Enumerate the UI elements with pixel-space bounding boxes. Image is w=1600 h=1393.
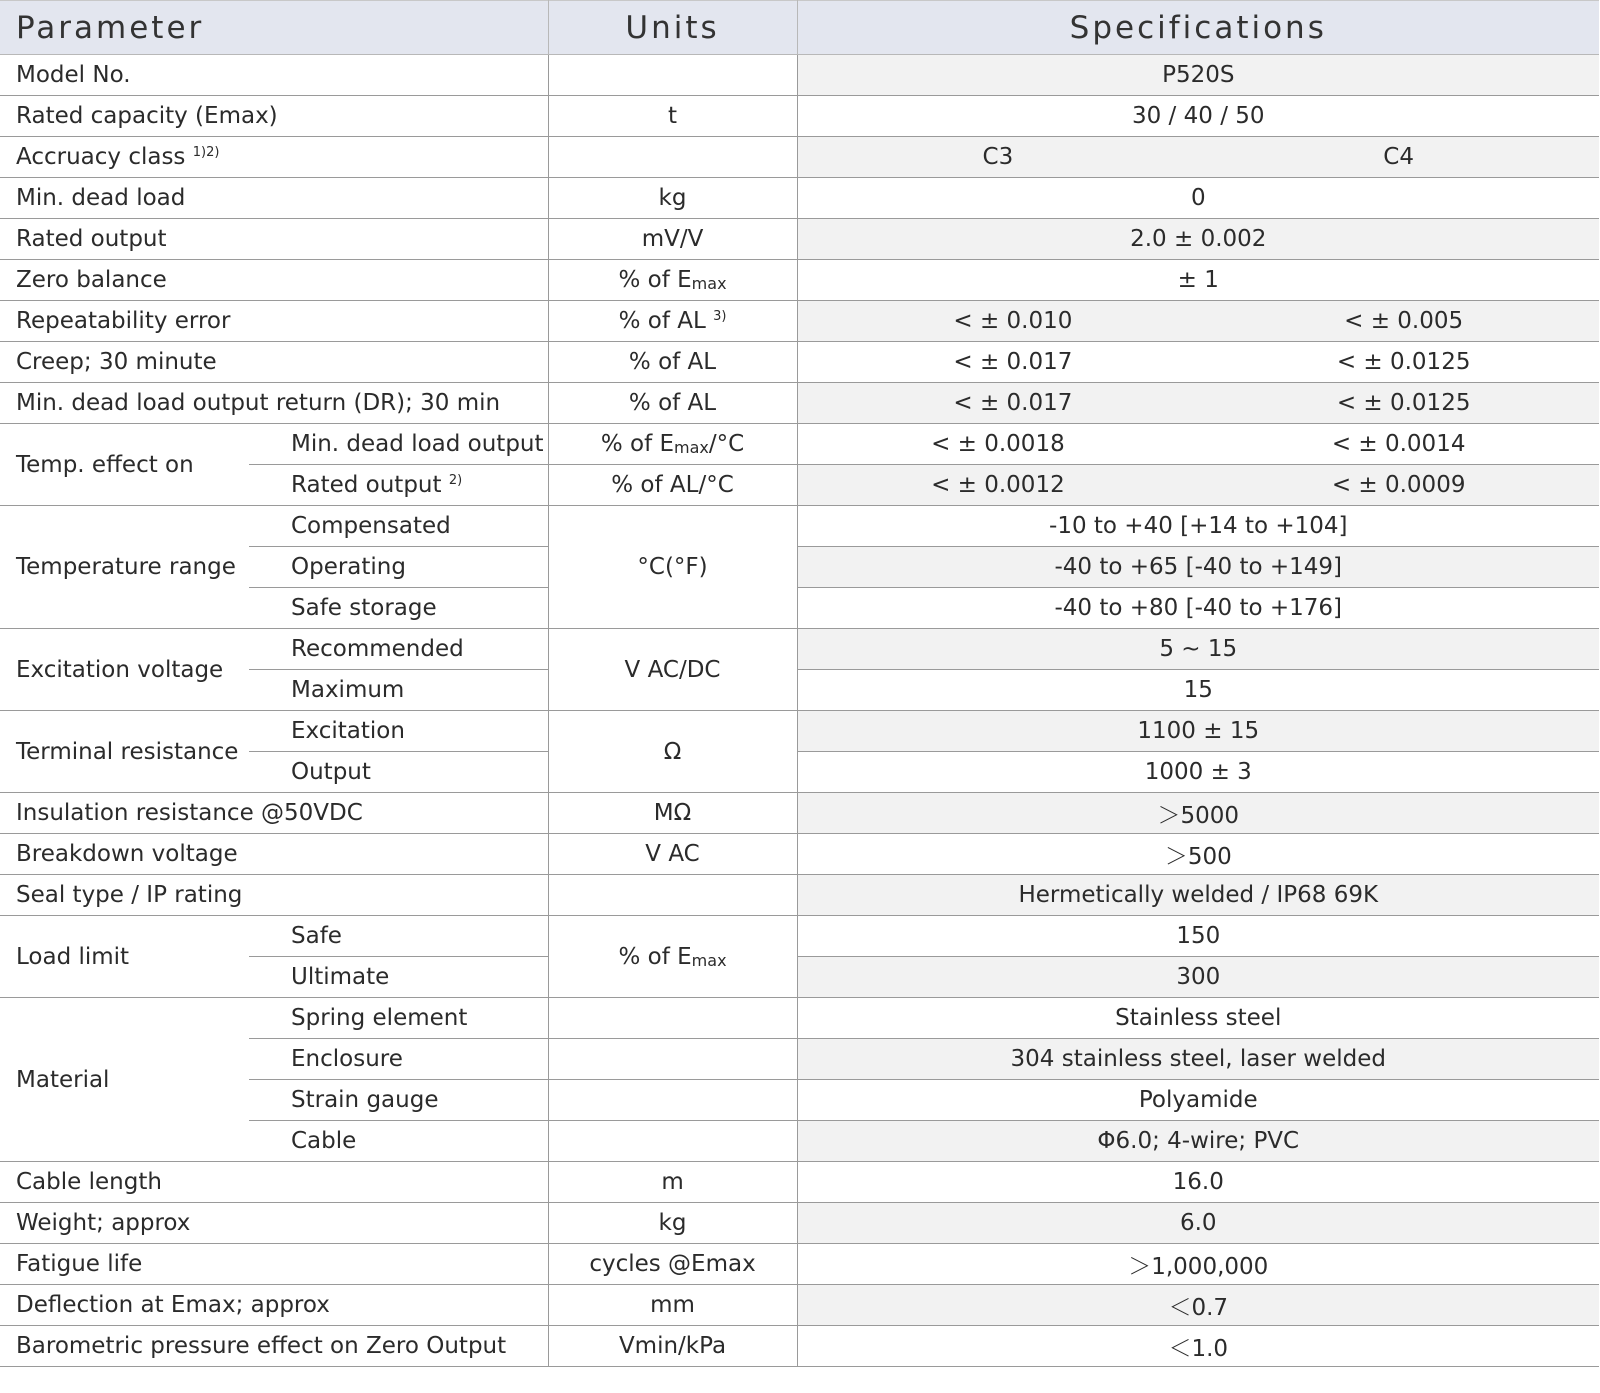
unit-cell: m (548, 1162, 797, 1203)
spec-cell (797, 383, 1599, 424)
table-row (0, 711, 1599, 752)
table-row (0, 55, 1599, 96)
table-row (0, 1244, 1599, 1285)
table-row (0, 219, 1599, 260)
spec-cell: 300 (797, 957, 1599, 998)
group-label: Temperature range (0, 506, 249, 629)
unit-cell (548, 424, 797, 465)
spec-cell: -40 to +65 [-40 to +149] (797, 547, 1599, 588)
spec-c3: < ± 0.017 (953, 349, 1073, 375)
spec-cell (797, 137, 1599, 178)
subparam-cell: Ultimate (249, 957, 548, 998)
spec-c4: < ± 0.0009 (1331, 472, 1466, 498)
spec-cell: -40 to +80 [-40 to +176] (797, 588, 1599, 629)
table-row (0, 342, 1599, 383)
unit-text: % of E (600, 431, 675, 457)
param-cell: Min. dead load output return (DR); 30 min (0, 383, 548, 424)
spec-c4: < ± 0.0014 (1331, 431, 1466, 457)
spec-cell: 304 stainless steel, laser welded (797, 1039, 1599, 1080)
table-row (0, 793, 1599, 834)
header-specifications: Specifications (797, 1, 1599, 55)
unit-cell: % of AL (548, 383, 797, 424)
param-cell: Creep; 30 minute (0, 342, 548, 383)
header-row (0, 1, 1599, 55)
table-row (0, 1326, 1599, 1367)
unit-cell: kg (548, 178, 797, 219)
unit-cell: % of AL (548, 342, 797, 383)
table-row (0, 260, 1599, 301)
unit-cell (548, 998, 797, 1039)
param-cell (0, 137, 548, 178)
unit-cell: MΩ (548, 793, 797, 834)
subparam-cell: Output (249, 752, 548, 793)
table-row (0, 916, 1599, 957)
table-row (0, 834, 1599, 875)
table-row (0, 506, 1599, 547)
subparam-cell: Enclosure (249, 1039, 548, 1080)
spec-c4: < ± 0.0125 (1336, 349, 1471, 375)
param-label: Accruacy class (16, 144, 186, 170)
unit-cell (548, 916, 797, 998)
unit-cell: kg (548, 1203, 797, 1244)
spec-cell: ＞5000 (797, 793, 1599, 834)
spec-cell: 150 (797, 916, 1599, 957)
spec-cell: -10 to +40 [+14 to +104] (797, 506, 1599, 547)
unit-cell (548, 137, 797, 178)
spec-cell: 1100 ± 15 (797, 711, 1599, 752)
spec-c3: < ± 0.0018 (931, 431, 1065, 457)
table-row (0, 383, 1599, 424)
spec-cell: ± 1 (797, 260, 1599, 301)
param-cell: Cable length (0, 1162, 548, 1203)
spec-cell: 5 ~ 15 (797, 629, 1599, 670)
table-row (0, 1162, 1599, 1203)
param-cell: Model No. (0, 55, 548, 96)
subparam-cell: Maximum (249, 670, 548, 711)
spec-cell: 0 (797, 178, 1599, 219)
spec-cell (797, 342, 1599, 383)
unit-text: % of E (618, 943, 692, 970)
unit-cell (548, 1039, 797, 1080)
unit-cell: °C(°F) (548, 506, 797, 629)
spec-cell: P520S (797, 55, 1599, 96)
param-cell: Insulation resistance @50VDC (0, 793, 548, 834)
subparam-cell: Min. dead load output (249, 424, 548, 465)
subparam-cell: Excitation (249, 711, 548, 752)
group-label: Material (0, 998, 249, 1162)
spec-c4: C4 (1383, 144, 1414, 170)
spec-cell: 6.0 (797, 1203, 1599, 1244)
spec-cell: ＞500 (797, 834, 1599, 875)
group-label: Load limit (0, 916, 249, 998)
table-row (0, 137, 1599, 178)
unit-cell: cycles @Emax (548, 1244, 797, 1285)
spec-cell: 2.0 ± 0.002 (797, 219, 1599, 260)
table-row (0, 629, 1599, 670)
param-cell: Zero balance (0, 260, 548, 301)
group-label: Temp. effect on (0, 424, 249, 506)
spec-c3: C3 (982, 144, 1014, 170)
table-row (0, 998, 1599, 1039)
param-cell: Weight; approx (0, 1203, 548, 1244)
param-cell: Rated output (0, 219, 548, 260)
spec-cell (797, 465, 1599, 506)
unit-subscript: max (691, 274, 727, 293)
unit-cell: Ω (548, 711, 797, 793)
spec-c4: < ± 0.005 (1344, 308, 1464, 334)
spec-cell: ＜1.0 (797, 1326, 1599, 1367)
unit-cell (548, 875, 797, 916)
group-label: Terminal resistance (0, 711, 249, 793)
subparam-cell: Recommended (249, 629, 548, 670)
unit-cell: mm (548, 1285, 797, 1326)
table-row (0, 875, 1599, 916)
header-parameter: Parameter (0, 1, 548, 55)
unit-cell (548, 1080, 797, 1121)
unit-cell: mV/V (548, 219, 797, 260)
spec-cell: Stainless steel (797, 998, 1599, 1039)
param-cell: Breakdown voltage (0, 834, 548, 875)
table-row (0, 301, 1599, 342)
unit-cell (548, 301, 797, 342)
unit-text: % of E (618, 267, 692, 293)
unit-cell (548, 1121, 797, 1162)
subparam-cell: Spring element (249, 998, 548, 1039)
subparam-cell: Operating (249, 547, 548, 588)
unit-cell: Vmin/kPa (548, 1326, 797, 1367)
spec-cell (797, 301, 1599, 342)
unit-text: % of AL (618, 308, 706, 334)
spec-cell: 16.0 (797, 1162, 1599, 1203)
spec-cell: 1000 ± 3 (797, 752, 1599, 793)
spec-cell: ＞1,000,000 (797, 1244, 1599, 1285)
subparam-cell (249, 465, 548, 506)
unit-subscript: max (691, 950, 727, 970)
spec-cell: Polyamide (797, 1080, 1599, 1121)
unit-cell: t (548, 96, 797, 137)
subparam-cell: Strain gauge (249, 1080, 548, 1121)
spec-cell: Hermetically welded / IP68 69K (797, 875, 1599, 916)
param-label: Rated output (291, 472, 442, 498)
subparam-cell: Safe (249, 916, 548, 957)
spec-c3: < ± 0.017 (953, 390, 1073, 416)
footnote-ref: 3) (713, 309, 727, 324)
unit-cell: V AC/DC (548, 629, 797, 711)
spec-cell: 15 (797, 670, 1599, 711)
table-row (0, 178, 1599, 219)
unit-cell (548, 55, 797, 96)
table-row (0, 96, 1599, 137)
unit-cell (548, 260, 797, 301)
spec-c4: < ± 0.0125 (1336, 390, 1471, 416)
group-label: Excitation voltage (0, 629, 249, 711)
table-row (0, 1203, 1599, 1244)
table-row (0, 424, 1599, 465)
spec-cell (797, 424, 1599, 465)
spec-c3: < ± 0.010 (953, 308, 1073, 334)
param-cell: Repeatability error (0, 301, 548, 342)
unit-cell: V AC (548, 834, 797, 875)
unit-suffix: /°C (708, 431, 745, 457)
param-cell: Barometric pressure effect on Zero Output (0, 1326, 548, 1367)
header-units: Units (548, 1, 797, 55)
footnote-ref: 1)2) (192, 145, 220, 160)
footnote-ref: 2) (448, 473, 463, 488)
param-cell: Rated capacity (Emax) (0, 96, 548, 137)
param-cell: Fatigue life (0, 1244, 548, 1285)
unit-subscript: max (674, 438, 709, 457)
subparam-cell: Cable (249, 1121, 548, 1162)
param-cell: Deflection at Emax; approx (0, 1285, 548, 1326)
unit-cell: % of AL/°C (548, 465, 797, 506)
subparam-cell: Compensated (249, 506, 548, 547)
spec-cell: 30 / 40 / 50 (797, 96, 1599, 137)
param-cell: Seal type / IP rating (0, 875, 548, 916)
table-row (0, 1285, 1599, 1326)
param-cell: Min. dead load (0, 178, 548, 219)
spec-cell: ＜0.7 (797, 1285, 1599, 1326)
subparam-cell: Safe storage (249, 588, 548, 629)
spec-cell: Φ6.0; 4-wire; PVC (797, 1121, 1599, 1162)
spec-c3: < ± 0.0012 (931, 472, 1065, 498)
